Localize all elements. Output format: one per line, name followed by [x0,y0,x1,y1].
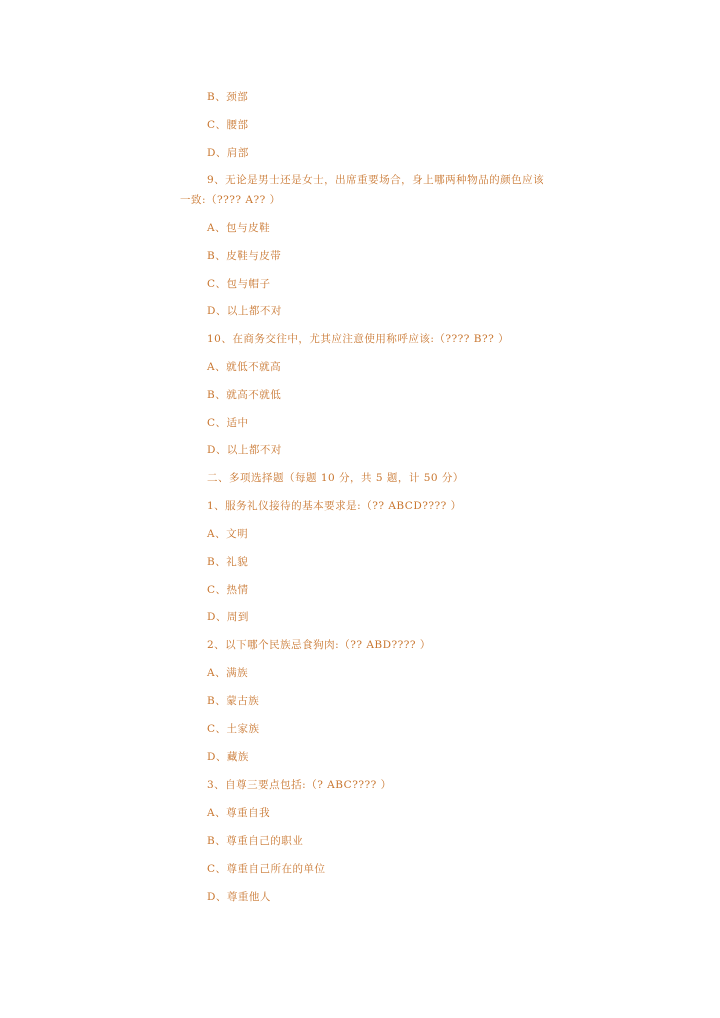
mq-1c: C、热情 [207,584,249,596]
mq-1: 1、服务礼仪接待的基本要求是:（?? ABCD???? ） [207,500,462,512]
mq-1a: A、文明 [207,528,249,540]
mq-2b: B、蒙古族 [207,695,260,707]
mq-2a: A、满族 [207,667,249,679]
option-10b: B、就高不就低 [207,389,282,401]
question-9: 9、无论是男士还是女士，出席重要场合，身上哪两种物品的颜色应该 [207,174,545,186]
option-8b: B、颈部 [207,91,249,103]
option-10c: C、适中 [207,417,249,429]
mq-3c: C、尊重自己所在的单位 [207,863,326,875]
mq-3d: D、尊重他人 [207,891,271,903]
mq-3a: A、尊重自我 [207,807,271,819]
option-8c: C、腰部 [207,119,249,131]
mq-2: 2、以下哪个民族忌食狗肉:（?? ABD???? ） [207,639,431,651]
option-10d: D、以上都不对 [207,444,282,456]
mq-2d: D、藏族 [207,751,249,763]
option-10a: A、就低不就高 [207,361,282,373]
mq-1b: B、礼貌 [207,556,249,568]
section-heading: 二、多项选择题（每题 10 分，共 5 题，计 50 分） [207,472,464,484]
question-9-cont: 一致:（???? A?? ） [180,194,281,206]
option-9b: B、皮鞋与皮带 [207,250,282,262]
option-9a: A、包与皮鞋 [207,222,271,234]
mq-3b: B、尊重自己的职业 [207,835,304,847]
mq-2c: C、土家族 [207,723,260,735]
option-8d: D、肩部 [207,147,249,159]
mq-1d: D、周到 [207,611,249,623]
question-10: 10、在商务交往中，尤其应注意使用称呼应该:（???? B?? ） [207,333,510,345]
option-9d: D、以上都不对 [207,305,282,317]
mq-3: 3、自尊三要点包括:（? ABC???? ） [207,779,392,791]
option-9c: C、包与帽子 [207,278,271,290]
